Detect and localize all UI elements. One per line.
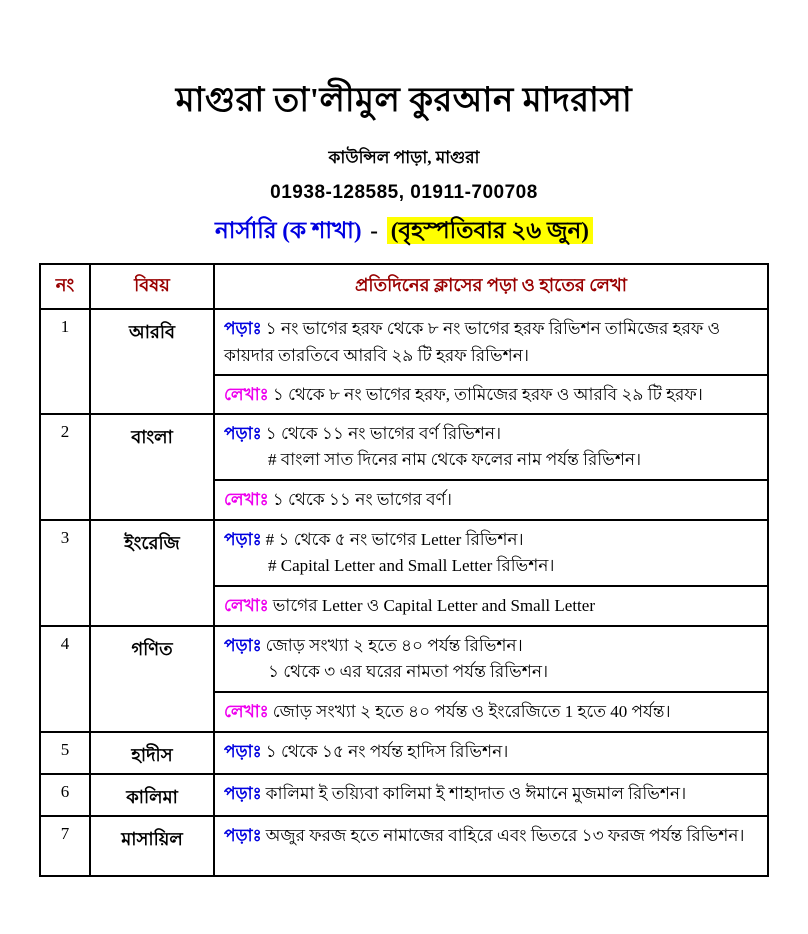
column-header-subject: বিষয়: [90, 264, 214, 309]
pora-text: ১ নং ভাগের হরফ থেকে ৮ নং ভাগের হরফ রিভিশন তামিজের হরফ ও কায়দার তারতিবে আরবি ২৯ টি হরফ রিভিশন।: [224, 319, 721, 365]
lekha-cell: [214, 692, 768, 732]
pora-label: পড়াঃ: [224, 741, 262, 761]
pora-cell: [214, 774, 768, 816]
pora-text: অজুর ফরজ হতে নামাজের বাহিরে এবং ভিতরে ১৩ ফরজ পর্যন্ত রিভিশন।: [265, 825, 745, 845]
pora-cell: [214, 309, 768, 375]
table-row-bangla: [40, 414, 768, 480]
pora-cell: [214, 414, 768, 480]
pora-label: পড়াঃ: [224, 319, 262, 338]
pora-label: পড়াঃ: [224, 529, 262, 549]
row-number: 7: [40, 816, 90, 876]
row-number: 6: [40, 774, 90, 816]
pora-text: ১ থেকে ১৫ নং পর্যন্ত হাদিস রিভিশন।: [265, 741, 509, 761]
table-row-hadith: [40, 732, 768, 774]
pora-second-line: ১ থেকে ৩ এর ঘরের নামতা পর্যন্ত রিভিশন।: [268, 662, 549, 682]
phone-numbers: 01938-128585, 01911-700708: [270, 182, 538, 203]
lekha-cell: [214, 586, 768, 626]
lekha-label: লেখাঃ: [224, 701, 269, 721]
lekha-label: লেখাঃ: [224, 595, 269, 615]
subject-cell: বাংলা: [90, 414, 214, 520]
subject-cell: গণিত: [90, 626, 214, 732]
pora-cell: [214, 732, 768, 774]
pora-text: ১ থেকে ১১ নং ভাগের বর্ণ রিভিশন।: [265, 423, 502, 443]
table-row-masail: [40, 816, 768, 876]
pora-cell: [214, 626, 768, 692]
row-number: 5: [40, 732, 90, 774]
subject-cell: কালিমা: [90, 774, 214, 816]
lekha-cell: [214, 375, 768, 414]
pora-text: কালিমা ই তয়্যিবা কালিমা ই শাহাদাত ও ঈমানে মুজমাল রিভিশন।: [265, 783, 687, 803]
lekha-text: জোড় সংখ্যা ২ হতে ৪০ পর্যন্ত ও ইংরেজিতে 1 হতে 40 পর্যন্ত।: [272, 701, 671, 721]
subject-cell: আরবি: [90, 309, 214, 414]
pora-text: # ১ থেকে ৫ নং ভাগের Letter রিভিশন।: [265, 529, 524, 549]
pora-label: পড়াঃ: [224, 825, 262, 845]
row-number: 2: [40, 414, 90, 520]
table-row-english: [40, 520, 768, 586]
separator-dash: -: [370, 218, 378, 243]
pora-text: জোড় সংখ্যা ২ হতে ৪০ পর্যন্ত রিভিশন।: [265, 635, 523, 655]
lekha-text: ১ থেকে ১১ নং ভাগের বর্ণ।: [272, 489, 452, 509]
class-date-line: [0, 212, 808, 251]
subject-cell: মাসায়িল: [90, 816, 214, 876]
pora-label: পড়াঃ: [224, 783, 262, 803]
school-address: কাউন্সিল পাড়া, মাগুরা: [328, 148, 480, 167]
row-number: 1: [40, 309, 90, 414]
pora-second-line: # Capital Letter and Small Letter রিভিশন।: [268, 556, 555, 576]
school-title: মাগুরা তা'লীমুল কুরআন মাদরাসা: [175, 82, 633, 119]
row-number: 4: [40, 626, 90, 732]
pora-second-line: # বাংলা সাত দিনের নাম থেকে ফলের নাম পর্যন্ত রিভিশন।: [268, 450, 642, 470]
table-row-math: [40, 626, 768, 692]
column-header-content: প্রতিদিনের ক্লাসের পড়া ও হাতের লেখা: [214, 264, 768, 309]
subject-cell: ইংরেজি: [90, 520, 214, 626]
pora-cell: [214, 520, 768, 586]
date-highlight: (বৃহস্পতিবার ২৬ জুন): [387, 217, 593, 244]
lekha-cell: [214, 480, 768, 520]
pora-label: পড়াঃ: [224, 635, 262, 655]
lekha-text: ভাগের Letter ও Capital Letter and Small Letter: [272, 595, 595, 615]
table-header-row: [40, 264, 768, 309]
lekha-label: লেখাঃ: [224, 384, 269, 404]
lekha-label: লেখাঃ: [224, 489, 269, 509]
table-row-arabic: [40, 309, 768, 375]
subject-cell: হাদীস: [90, 732, 214, 774]
pora-label: পড়াঃ: [224, 423, 262, 443]
class-name: নার্সারি (ক শাখা): [215, 218, 362, 243]
row-number: 3: [40, 520, 90, 626]
lesson-table: [39, 263, 769, 877]
document-header: [0, 0, 808, 251]
column-header-no: নং: [40, 264, 90, 309]
pora-cell: [214, 816, 768, 876]
lekha-text: ১ থেকে ৮ নং ভাগের হরফ, তামিজের হরফ ও আরবি ২৯ টি হরফ।: [272, 384, 703, 404]
table-row-kalima: [40, 774, 768, 816]
